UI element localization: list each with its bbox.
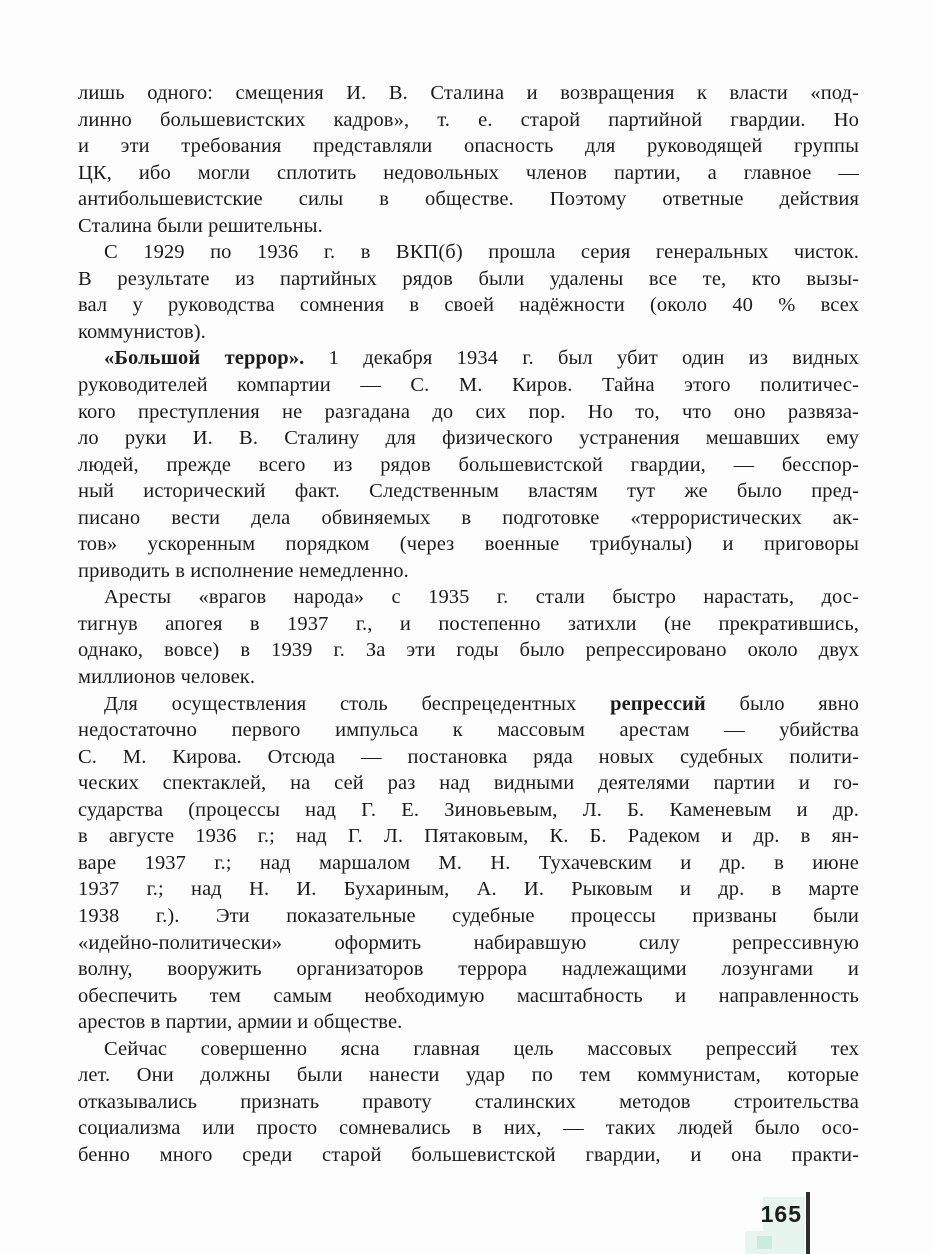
text-line: в августе 1936 г.; над Г. Л. Пятаковым, К. Б. Радеком и др. в ян- [78, 825, 859, 848]
text-line: варе 1937 г.; над маршалом М. Н. Тухачевским и др. в июне [78, 851, 859, 874]
text-line: лишь одного: смещения И. В. Сталина и возвращения к власти «под- [78, 82, 859, 104]
text-line: ный исторический факт. Следственным властям тут же было пред- [78, 480, 859, 503]
text-line: лет. Они должны были нанести удар по тем коммунистам, которые [78, 1064, 859, 1087]
text-line: бенно много среди старой большевистской гвардии, и она практи- [78, 1143, 859, 1166]
text-line: отказывались признать правоту сталинских методов строительства [78, 1090, 859, 1113]
text-line: С 1929 по 1936 г. в ВКП(б) прошла серия генеральных чисток. [104, 241, 859, 264]
folio-accent-square [757, 1236, 772, 1249]
text-line: приводить в исполнение немедленно. [78, 559, 409, 582]
text-line: обеспечить тем самым необходимую масштабность и направленность [78, 984, 859, 1007]
text-line: кого преступления не разгадана до сих пор. Но то, что оно развяза- [78, 400, 859, 423]
text-line: Сейчас совершенно ясна главная цель массовых репрессий тех [104, 1037, 859, 1060]
text-line: «Большой террор». 1 декабря 1934 г. был убит один из видных [104, 347, 859, 370]
text-line: Сталина были решительны. [78, 214, 323, 237]
text-line: недостаточно первого импульса к массовым арестам — убийства [78, 719, 859, 742]
text-line: В результате из партийных рядов были удалены все те, кто вызы- [78, 267, 859, 290]
text-line: миллионов человек. [78, 666, 256, 689]
text-line: 1938 г.). Эти показательные судебные процессы призваны были [78, 904, 859, 927]
text-line: ло руки И. В. Сталину для физического устранения мешавших ему [78, 427, 859, 450]
folio [744, 1190, 814, 1254]
text-line: однако, вовсе) в 1939 г. За эти годы было репрессировано около двух [78, 639, 859, 662]
text-line: Для осуществления столь беспрецедентных репрессий было явно [104, 692, 859, 715]
text-line: ЦК, ибо могли сплотить недовольных членов партии, а главное — [78, 161, 859, 184]
text-line: коммунистов). [78, 320, 206, 343]
text-line: Аресты «врагов народа» с 1935 г. стали быстро нарастать, дос- [104, 586, 859, 609]
page-number: 165 [760, 1201, 802, 1227]
text-line: антибольшевистские силы в обществе. Поэтому ответные действия [78, 188, 859, 211]
text-line: писано вести дела обвиняемых в подготовке «террористических ак- [78, 506, 859, 529]
folio-accent-block [745, 1231, 805, 1254]
paragraph [78, 345, 859, 584]
text-line: С. М. Кирова. Отсюда — постановка ряда новых судебных полити- [78, 745, 859, 768]
text-line: арестов в партии, армии и обществе. [78, 1011, 403, 1034]
text-line: и эти требования представляли опасность для руководящей группы [78, 135, 859, 158]
text-line: руководителей компартии — С. М. Киров. Тайна этого политичес- [78, 374, 859, 397]
paragraph [78, 1036, 859, 1169]
text-line: тов» ускоренным порядком (через военные трибуналы) и приговоры [78, 533, 859, 556]
text-line: вал у руководства сомнения в своей надёжности (около 40 % всех [78, 294, 859, 317]
text-line: линно большевистских кадров», т. е. старой партийной гвардии. Но [78, 108, 859, 131]
text-line: ческих спектаклей, на сей раз над видными деятелями партии и го- [78, 772, 859, 795]
text-line: 1937 г.; над Н. И. Бухариным, А. И. Рыковым и др. в марте [78, 878, 859, 901]
folio-bar [806, 1192, 810, 1254]
text-line: «идейно-политически» оформить набиравшую силу репрессивную [78, 931, 859, 954]
paragraph [78, 691, 859, 1036]
text-line: волну, вооружить организаторов террора надлежащими лозунгами и [78, 958, 859, 981]
text-line: людей, прежде всего из рядов большевистской гвардии, — бесспор- [78, 453, 859, 476]
paragraph [78, 80, 859, 239]
paragraph [78, 584, 859, 690]
text-line: сударства (процессы над Г. Е. Зиновьевым, Л. Б. Каменевым и др. [78, 798, 859, 821]
text-block [78, 80, 859, 1168]
paragraph [78, 239, 859, 345]
text-line: тигнув апогея в 1937 г., и постепенно затихли (не прекратившись, [78, 612, 859, 635]
text-line: социализма или просто сомневались в них, — таких людей было осо- [78, 1117, 859, 1140]
